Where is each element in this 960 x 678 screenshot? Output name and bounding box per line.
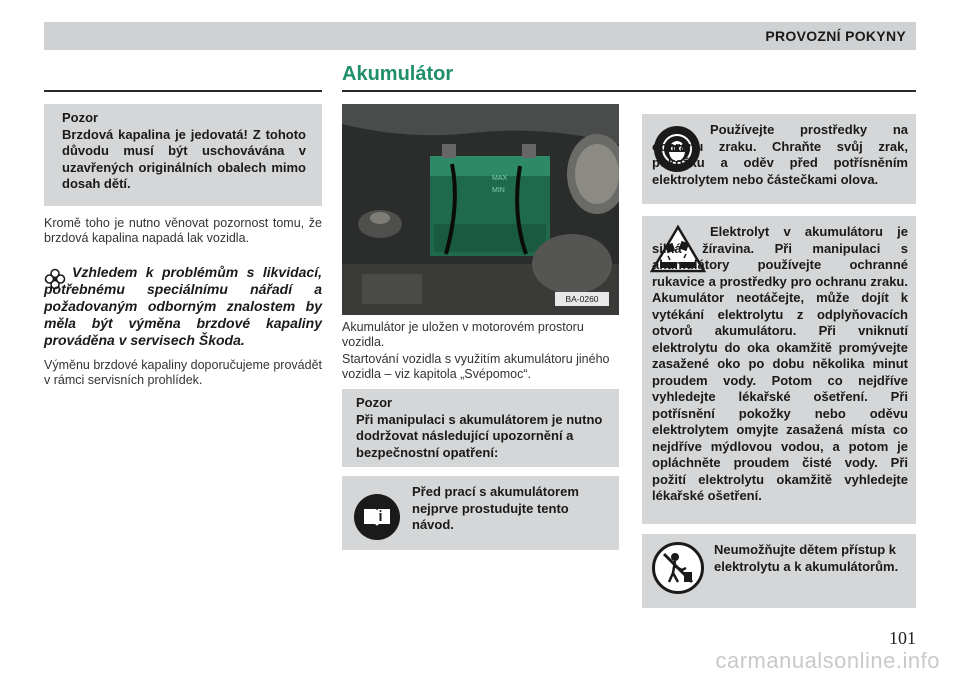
- header-bar: [44, 22, 916, 50]
- running-header: PROVOZNÍ POKYNY: [765, 28, 906, 44]
- paragraph: Startování vozidla s využitím akumulátoru jiného vozidla – viz kapitola „Svépomoc“.: [342, 352, 610, 381]
- goggles-text: Používejte prostředky na ochranu zraku. Chraňte svůj zrak, pokožku a oděv před potřísněním elektrolytem nebo částečkami olova.: [652, 122, 908, 187]
- figure-label: BA-0260: [565, 294, 599, 304]
- page-number: 101: [889, 628, 916, 648]
- warning-heading: Pozor: [62, 110, 99, 125]
- manual-book-icon: [354, 494, 400, 540]
- warning-text: Brzdová kapalina je jedovatá! Z tohoto důvodu musí být uschovávána v uzavřených originálních obalech mimo dosah dětí.: [62, 126, 306, 191]
- children-text: Neumožňujte dětem přístup k elektrolytu a k akumulátorům.: [714, 542, 899, 574]
- paragraph: Kromě toho je nutno věnovat pozornost tomu, že brzdová kapalina napadá lak vozidla.: [44, 216, 322, 245]
- eco-note-text: Vzhledem k problémům s likvidací, potřebnému speciálnímu nářadí a požadovaným odborným znalostem by měla být výměna brzdové kapaliny prováděna v servisech Škoda.: [44, 264, 322, 348]
- manual-text: Před prací s akumulátorem nejprve prostudujte tento návod.: [412, 484, 579, 532]
- manual-box: [342, 476, 619, 550]
- section-title: Akumulátor: [342, 63, 454, 85]
- watermark: carmanualsonline.info: [715, 648, 940, 673]
- left-divider: [44, 90, 322, 92]
- acid-warning-box: [642, 216, 916, 524]
- goggles-box: [642, 114, 916, 204]
- eco-note: [44, 264, 322, 354]
- children-box: [642, 534, 916, 608]
- no-children-icon: [652, 542, 704, 594]
- paragraph: Akumulátor je uložen v motorovém prostoru vozidla.: [342, 320, 584, 349]
- warning-heading: Pozor: [356, 395, 393, 410]
- paragraph: Výměnu brzdové kapaliny doporučujeme provádět v rámci servisních prohlídek.: [44, 358, 322, 387]
- max-level-label: MAX: [492, 175, 508, 182]
- battery-warning-box: [342, 389, 619, 467]
- warning-text: Při manipulaci s akumulátorem je nutno dodržovat následující upozornění a bezpečnostní opatření:: [356, 411, 603, 460]
- battery-photo: [342, 104, 619, 315]
- right-divider: [342, 90, 916, 92]
- brake-fluid-warning-box: [44, 104, 322, 206]
- acid-warning-text: Elektrolyt v akumulátoru je silná žíravina. Při manipulaci s akumulátory používejte ochranné rukavice a prostředky pro ochranu zraku. Akumulátor neotáčejte, může dojít k vytékání elektrolytu z odplyňovacích otvorů akumulátoru. Při vniknutí elektrolytu do oka okamžitě promývejte zasažené oko po dobu několika minut proudem vody. Potom co nejdříve vyhledejte lékařské ošetření. Při potřísnění pokožky nebo oděvu elektrolytem omyjte zasažená místa co nejdříve mýdlovou vodou, a potom je opláchněte proudem čisté vody. Při požití elektrolytu okamžitě vyhledejte lékařské ošetření.: [652, 224, 908, 503]
- min-level-label: MIN: [492, 187, 505, 194]
